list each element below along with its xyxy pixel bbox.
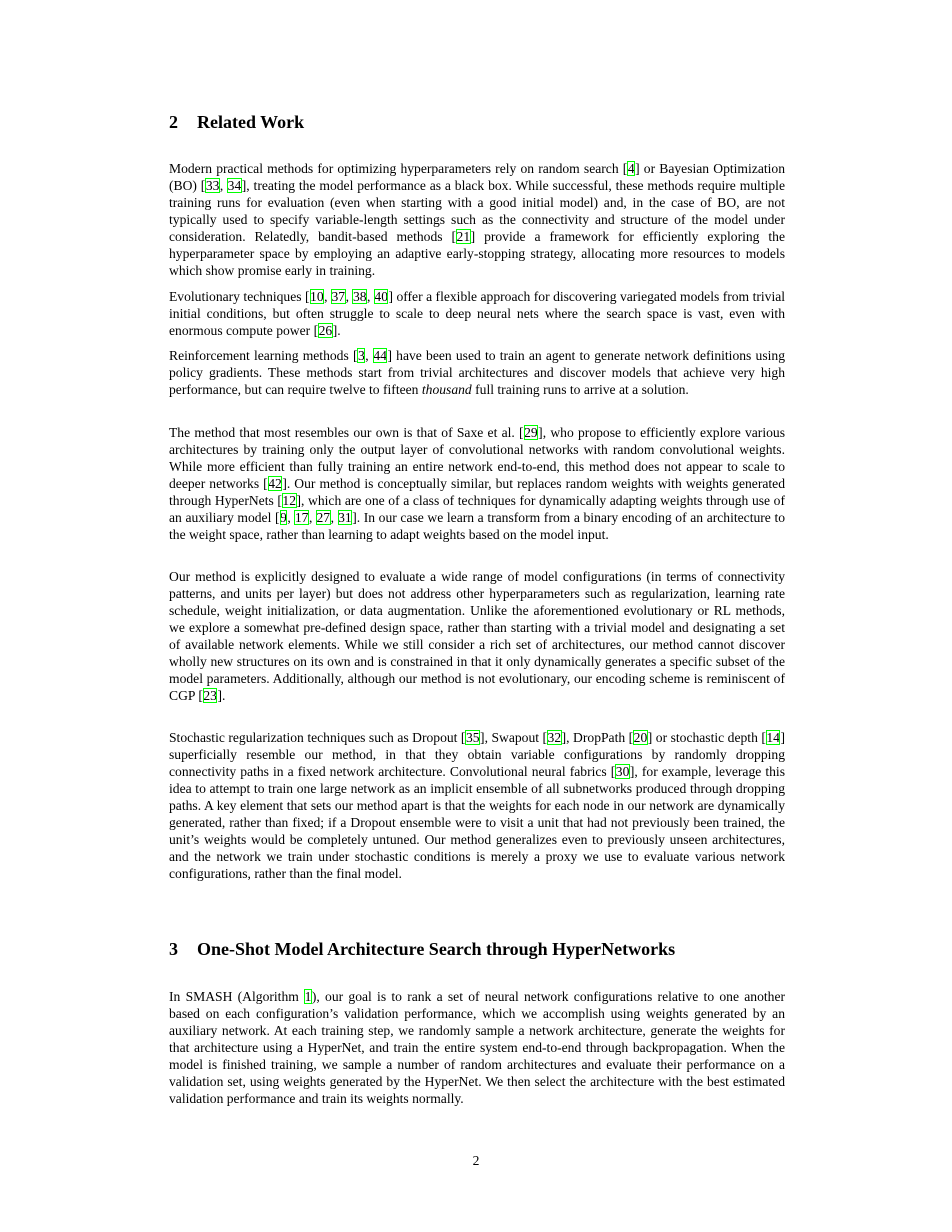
- text-segment: ] have been used to train an agent to generate network definitions using policy gradients. These methods start from trivial architectures and discover models that achieve very high performance, but can require twelve to fifteen: [169, 348, 785, 397]
- citation-link[interactable]: 31: [338, 510, 352, 525]
- citation-link[interactable]: 29: [524, 425, 538, 440]
- citation-link[interactable]: 10: [310, 289, 324, 304]
- citation-link[interactable]: 32: [547, 730, 562, 745]
- text-segment: In SMASH (Algorithm: [169, 989, 305, 1004]
- text-segment: Evolutionary techniques [: [169, 289, 310, 304]
- citation-link[interactable]: 17: [294, 510, 309, 525]
- citation-link[interactable]: 38: [352, 289, 367, 304]
- s2-paragraph-1: [169, 160, 785, 279]
- text-segment: ]. Our method is conceptually similar, but replaces random weights with weights generated through HyperNets [: [169, 476, 785, 508]
- citation-link[interactable]: 23: [203, 688, 217, 703]
- text-segment: ].: [217, 688, 226, 703]
- citation-link[interactable]: 14: [766, 730, 780, 745]
- section-3-heading: [169, 939, 675, 960]
- s2-paragraph-5: [169, 568, 785, 704]
- citation-link[interactable]: 3: [357, 348, 365, 363]
- text-segment: ,: [287, 510, 295, 525]
- text-segment: ,: [308, 510, 316, 525]
- citation-link[interactable]: 20: [633, 730, 648, 745]
- text-segment: ], treating the model performance as a black box. While successful, these methods require multiple training runs for evaluation (even when starting with a good initial model) and, in the case of BO, are not typically used to specify variable-length settings such as the connectivity and structure of the model under consideration. Relatedly, bandit-based methods [: [169, 178, 785, 244]
- citation-link[interactable]: 34: [227, 178, 242, 193]
- text-segment: ] superficially resemble our method, in that they obtain variable configurations by randomly dropping connectivity paths in a fixed network architecture. Convolutional neural fabrics [: [169, 730, 785, 779]
- text-segment: ,: [367, 289, 374, 304]
- text-segment: ]. In our case we learn a transform from a binary encoding of an architecture to the weight space, rather than learning to adapt weights based on the model input.: [169, 510, 786, 542]
- text-segment: ] provide a framework for efficiently exploring the hyperparameter space by employing an adaptive early-stopping strategy, allocating more resources to models which show promise early in training.: [169, 229, 785, 278]
- text-segment: Stochastic regularization techniques such as Dropout [: [169, 730, 466, 745]
- citation-link[interactable]: 40: [374, 289, 388, 304]
- text-segment: ,: [365, 348, 373, 363]
- s2-paragraph-3: [169, 347, 785, 398]
- citation-link[interactable]: 21: [456, 229, 471, 244]
- text-segment: ,: [324, 289, 331, 304]
- section-2-title: Related Work: [197, 112, 305, 132]
- text-segment: Modern practical methods for optimizing hyperparameters rely on random search [: [169, 161, 628, 176]
- text-segment: ] offer a flexible approach for discovering variegated models from trivial initial conditions, but often struggle to scale to deep neural nets where the search space is vast, even with enormous compute power [: [169, 289, 786, 338]
- text-segment: The method that most resembles our own is that of Saxe et al. [: [169, 425, 524, 440]
- text-segment: ), our goal is to rank a set of neural network configurations relative to one another based on each configuration’s validation performance, which we accomplish using weights generated by an auxiliary network. At each training step, we randomly sample a network architecture, generate the weights for that architecture using a HyperNet, and train the entire system end-to-end through backpropagation. When the model is finished training, we sample a number of random architectures and evaluate their performance on a validation set, using weights generated by the HyperNet. We then select the architecture with the best estimated validation performance and train its weights normally.: [169, 989, 785, 1106]
- citation-link[interactable]: 44: [373, 348, 387, 363]
- citation-link[interactable]: 1: [304, 989, 312, 1004]
- s3-paragraph-1: [169, 988, 785, 1107]
- citation-link[interactable]: 42: [268, 476, 282, 491]
- section-2-number: 2: [169, 112, 178, 132]
- s2-paragraph-4: [169, 424, 785, 543]
- text-segment: ] or Bayesian Optimization (BO) [: [169, 161, 785, 193]
- text-segment: ].: [332, 323, 341, 338]
- text-segment: ], for example, leverage this idea to attempt to train one large network as an implicit ensemble of all subnetworks produced through dropping paths. A key element that sets our method apart is that the weights for each node in our network are dynamically generated, rather than fixed; if a Dropout ensemble were to visit a unit that had not previously been trained, the unit’s weights would be completely untuned. Our method generalizes even to previously unseen architectures, and the network we train under stochastic conditions is merely a proxy we use to evaluate various network configurations, rather than the final model.: [169, 764, 785, 881]
- text-segment: full training runs to arrive at a solution.: [471, 382, 689, 397]
- s2-paragraph-6: [169, 729, 785, 882]
- text-segment: Our method is explicitly designed to evaluate a wide range of model configurations (in terms of connectivity patterns, and units per layer) but does not address other hyperparameters such as regularization, learning rate schedule, weight initialization, or data augmentation. Unlike the aforementioned evolutionary or RL methods, we explore a somewhat pre-defined design space, rather than starting with a trivial model and designating a set of available network elements. While we still consider a rich set of architectures, our method cannot discover wholly new structures on its own and is constrained in that it only dynamically generates a specific subset of the model parameters. Additionally, although our method is not evolutionary, our encoding scheme is reminiscent of CGP [: [169, 569, 785, 703]
- section-3-title: One-Shot Model Architecture Search through HyperNetworks: [197, 939, 676, 959]
- s2-paragraph-2: [169, 288, 785, 339]
- text-segment: Reinforcement learning methods [: [169, 348, 358, 363]
- page-number: 2: [472, 1153, 480, 1168]
- citation-link[interactable]: 35: [465, 730, 480, 745]
- text-segment: ] or stochastic depth [: [647, 730, 766, 745]
- section-2-heading: [169, 112, 304, 133]
- text-segment: ,: [330, 510, 338, 525]
- citation-link[interactable]: 9: [280, 510, 287, 525]
- emphasis-text: thousand: [421, 382, 472, 397]
- citation-link[interactable]: 37: [331, 289, 346, 304]
- citation-link[interactable]: 27: [316, 510, 331, 525]
- citation-link[interactable]: 33: [205, 178, 220, 193]
- text-segment: ], who propose to efficiently explore various architectures by training only the output layer of convolutional networks with random convolutional weights. While more efficient than fully training an entire network end-to-end, this method does not appear to scale to deeper networks [: [169, 425, 785, 491]
- citation-link[interactable]: 4: [627, 161, 635, 176]
- citation-link[interactable]: 26: [318, 323, 333, 338]
- text-segment: ,: [345, 289, 353, 304]
- text-segment: ], DropPath [: [561, 730, 634, 745]
- text-segment: ], Swapout [: [480, 730, 548, 745]
- section-3-number: 3: [169, 939, 178, 959]
- citation-link[interactable]: 30: [615, 764, 630, 779]
- text-segment: ], which are one of a class of techniques for dynamically adapting weights through use of an auxiliary model [: [169, 493, 785, 525]
- citation-link[interactable]: 12: [282, 493, 296, 508]
- text-segment: ,: [219, 178, 228, 193]
